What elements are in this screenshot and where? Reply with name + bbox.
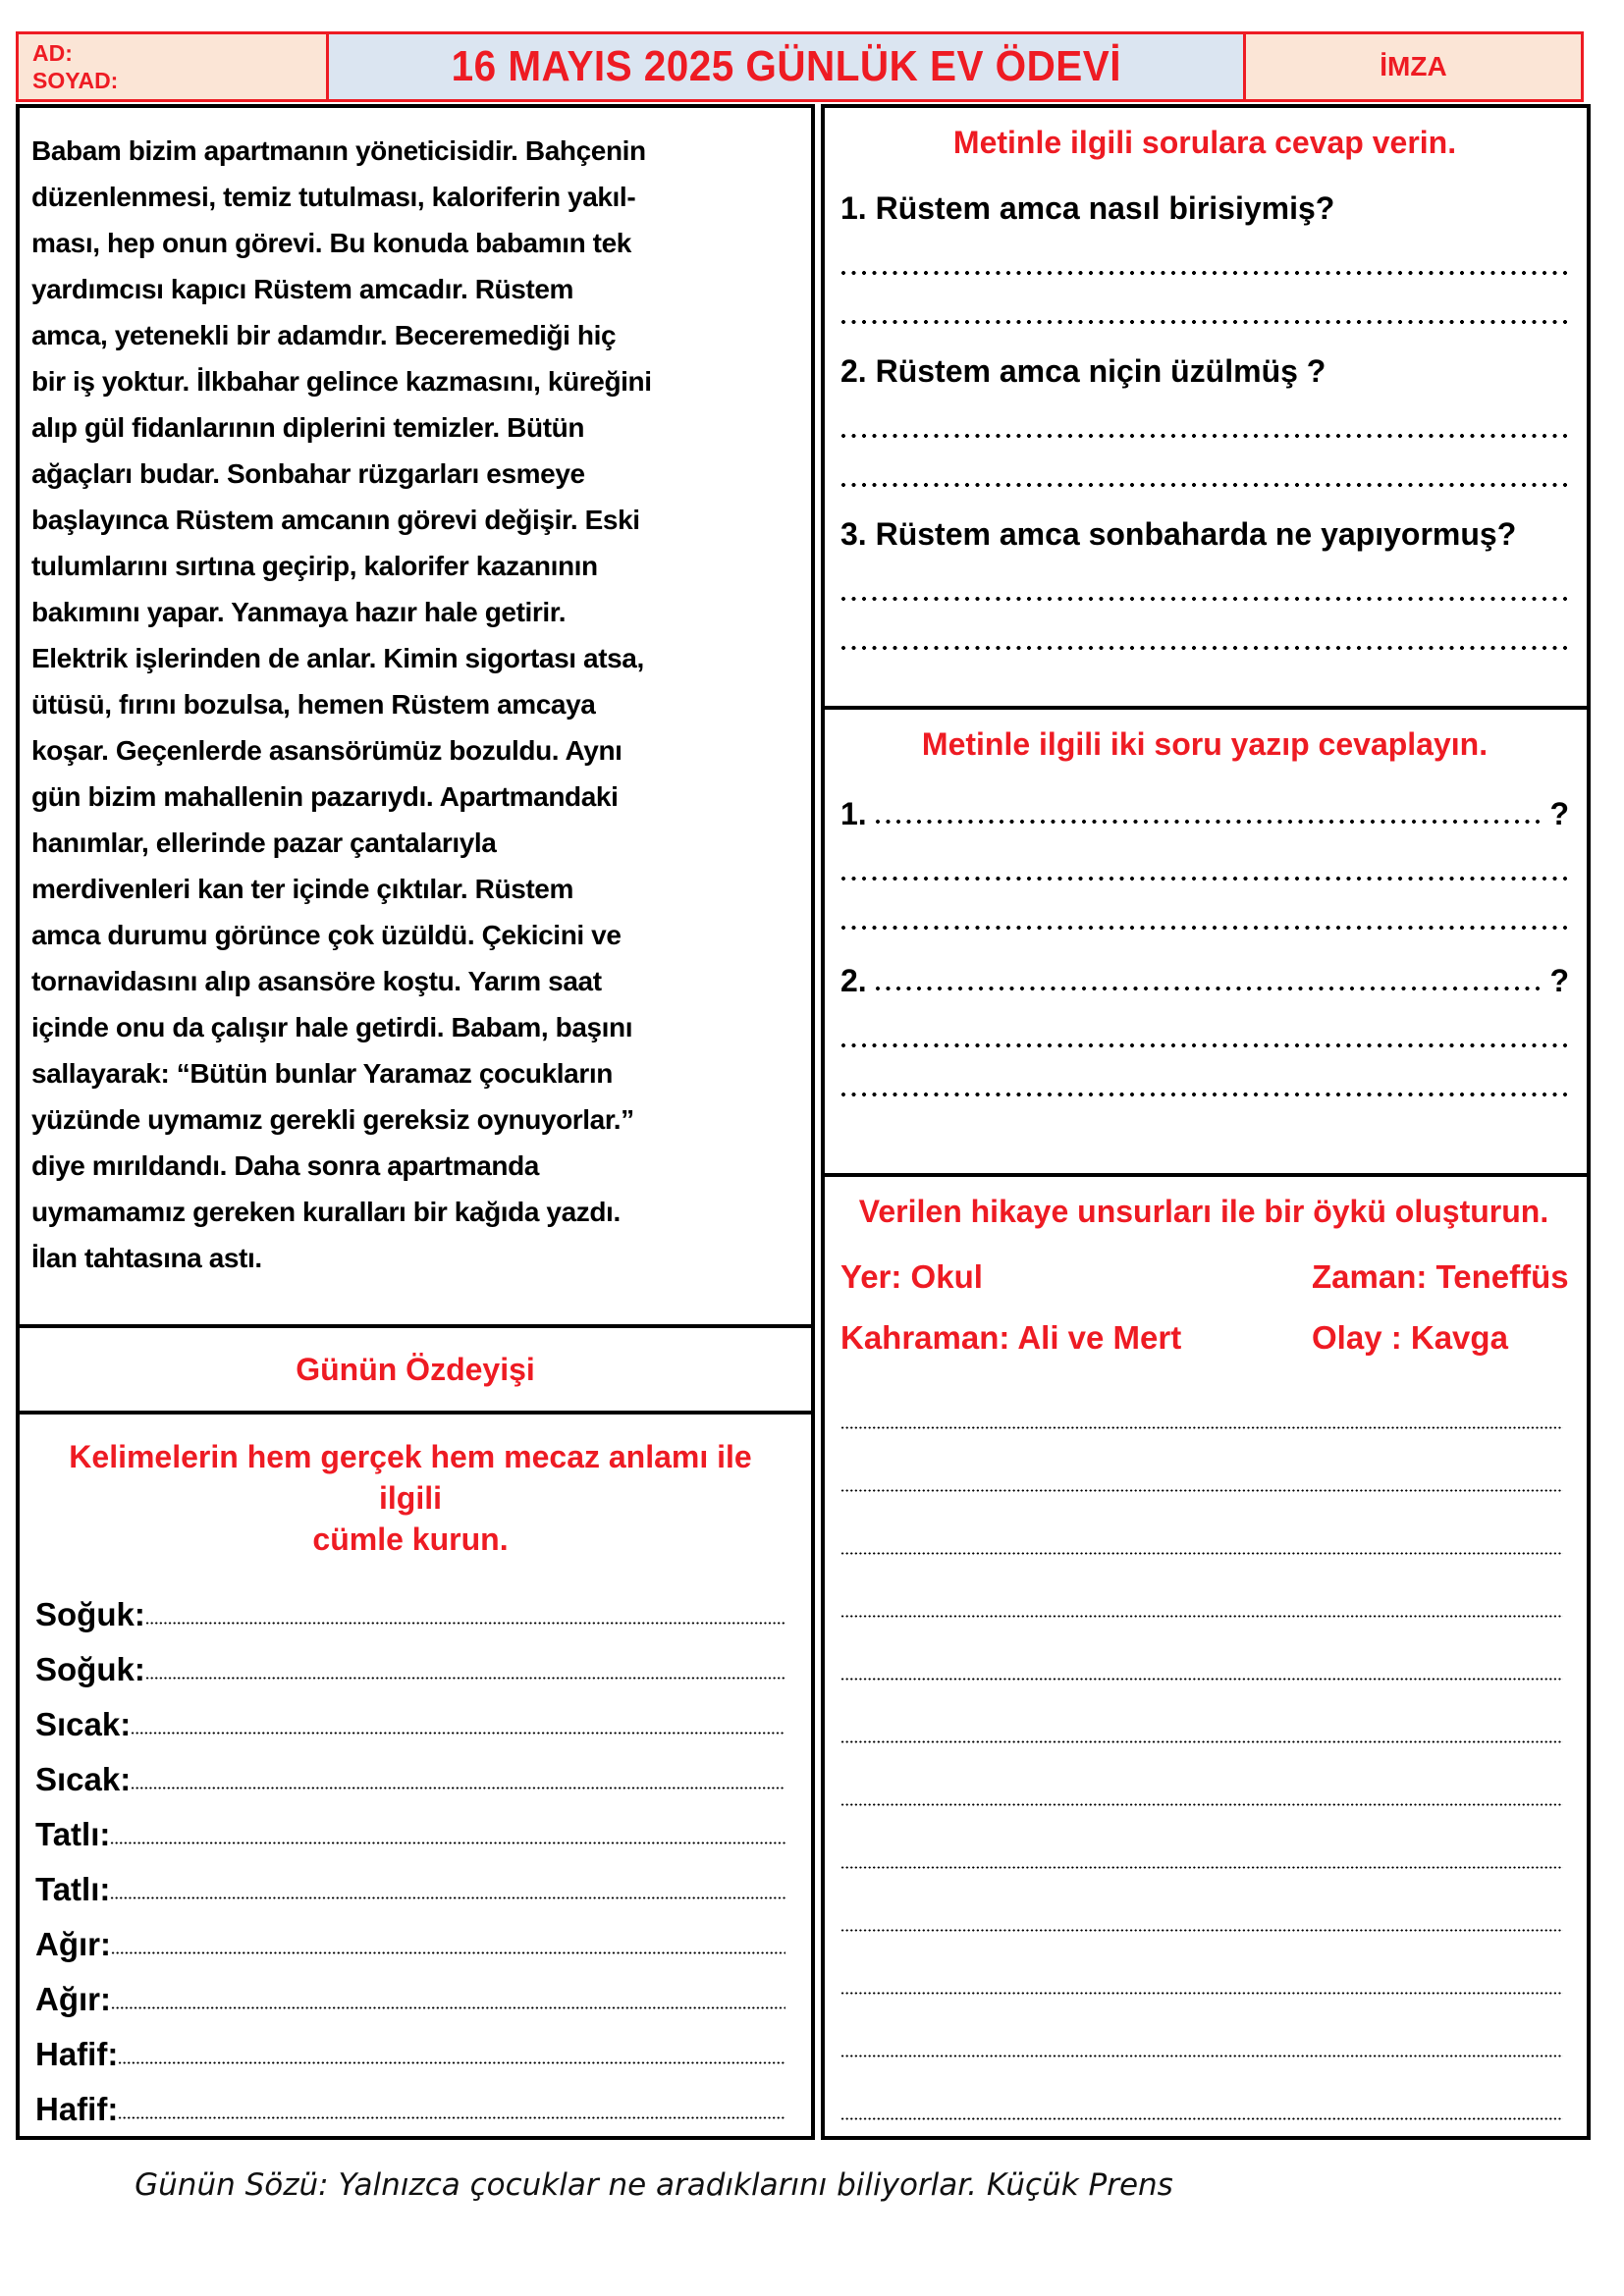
passage-line: koşar. Geçenlerde asansörümüz bozuldu. Aynı: [31, 735, 623, 766]
passage-line: bakımını yapar. Yanmaya hazır hale getirir.: [31, 597, 567, 627]
reading-passage-box: [16, 104, 815, 1328]
story-element: Olay : Kavga: [1312, 1319, 1508, 1356]
question-text: 2. Rüstem amca niçin üzülmüş ?: [840, 353, 1326, 389]
write-questions-box: [821, 706, 1591, 1177]
vocab-rows: [35, 1577, 785, 2127]
questions-box: [821, 104, 1591, 710]
passage-line: yardımcısı kapıcı Rüstem amcadır. Rüstem: [31, 274, 574, 304]
passage-line: gün bizim mahallenin pazarıydı. Apartmandaki: [31, 781, 619, 812]
answer-line: [840, 481, 1569, 489]
story-element: Yer: Okul: [840, 1258, 983, 1295]
vocab-row: [35, 1907, 785, 1962]
vocab-row: [35, 1687, 785, 1742]
story-writing-line: [840, 1682, 1567, 1744]
story-writing-line: [840, 1619, 1567, 1682]
passage-line: hanımlar, ellerinde pazar çantalarıyla: [31, 828, 497, 858]
answer-line: [840, 644, 1569, 652]
name-surname-cell: [16, 31, 329, 102]
write-questions-list: [840, 790, 1569, 1098]
vocab-label: Ağır:: [35, 1981, 111, 2017]
write-question-row: [840, 957, 1569, 1000]
vocab-heading-line2: cümle kurun.: [312, 1522, 509, 1557]
passage-line: alıp gül fidanlarının diplerini temizler. Bütün: [31, 412, 585, 443]
answer-line: [840, 875, 1569, 882]
title-cell: [326, 31, 1246, 102]
story-writing-line: [840, 1996, 1567, 2058]
vocab-box: [16, 1411, 815, 2140]
passage-line: tulumlarını sırtına geçirip, kalorifer kazanının: [31, 551, 598, 581]
right-column: [821, 104, 1591, 2140]
story-writing-line: [840, 1933, 1567, 1996]
passage-line: Elektrik işlerinden de anlar. Kimin sigortası atsa,: [31, 643, 644, 673]
vocab-write-line: [145, 1621, 785, 1626]
header: [16, 31, 1587, 102]
vocab-label: Tatlı:: [35, 1871, 111, 1907]
vocab-label: Sıcak:: [35, 1706, 132, 1742]
questions-heading: Metinle ilgili sorulara cevap verin.: [952, 125, 1457, 160]
signature-cell: [1243, 31, 1584, 102]
passage-line: tornavidasını alıp asansöre koştu. Yarım saat: [31, 966, 602, 996]
passage-line: uymamamız gereken kuralları bir kağıda yazdı.: [31, 1197, 621, 1227]
story-elements: [840, 1257, 1567, 1358]
vocab-write-line: [110, 1841, 785, 1845]
story-writing-line: [840, 1493, 1567, 1556]
passage-line: başlayınca Rüstem amcanın görevi değişir. Eski: [31, 505, 640, 535]
answer-line: [840, 318, 1569, 326]
vocab-label: Sıcak:: [35, 1761, 132, 1797]
vocab-row: [35, 1852, 785, 1907]
vocab-row: [35, 2017, 785, 2072]
story-element: Zaman: Teneffüs: [1312, 1258, 1569, 1295]
story-writing-line: [840, 1744, 1567, 1807]
question-text: 3. Rüstem amca sonbaharda ne yapıyormuş?: [840, 516, 1517, 552]
quote-of-day-heading: Günün Özdeyişi: [296, 1352, 535, 1387]
passage-line: yüzünde uymamız gerekli gereksiz oynuyorlar.”: [31, 1104, 634, 1135]
passage-line: ağaçları budar. Sonbahar rüzgarları esmeye: [31, 458, 585, 489]
question-text: 1. Rüstem amca nasıl birisiymiş?: [840, 190, 1335, 226]
page-title: 16 MAYIS 2025 GÜNLÜK EV ÖDEVİ: [451, 42, 1121, 90]
answer-line: [840, 432, 1569, 440]
story-box: [821, 1173, 1591, 2140]
name-label: AD:: [32, 40, 73, 66]
vocab-write-line: [118, 2060, 785, 2065]
question-write-line: [875, 818, 1546, 826]
vocab-row: [35, 1962, 785, 2017]
vocab-row: [35, 2072, 785, 2127]
story-writing-line: [840, 1367, 1567, 1430]
vocab-label: Soğuk:: [35, 1651, 145, 1687]
signature-label: İMZA: [1380, 51, 1447, 81]
question-write-line: [875, 985, 1546, 992]
vocab-label: Soğuk:: [35, 1596, 145, 1632]
passage-line: sallayarak: “Bütün bunlar Yaramaz çocukların: [31, 1058, 613, 1089]
vocab-row: [35, 1577, 785, 1632]
vocab-write-line: [145, 1676, 785, 1681]
vocab-label: Hafif:: [35, 2036, 119, 2072]
passage-line: amca durumu görünce çok üzüldü. Çekicini ve: [31, 920, 622, 950]
story-writing-line: [840, 2058, 1567, 2121]
reading-passage: [31, 128, 801, 1281]
answer-line: [840, 269, 1569, 277]
questions-list: [840, 188, 1569, 652]
passage-line: ütüsü, fırını bozulsa, hemen Rüstem amcaya: [31, 689, 596, 720]
vocab-row: [35, 1797, 785, 1852]
answer-line: [840, 595, 1569, 603]
write-question-row: [840, 790, 1569, 833]
passage-line: İlan tahtasına astı.: [31, 1243, 262, 1273]
story-writing-line: [840, 1556, 1567, 1619]
vocab-write-line: [131, 1731, 785, 1735]
answer-line: [840, 1041, 1569, 1049]
vocab-label: Ağır:: [35, 1926, 111, 1962]
vocab-row: [35, 1632, 785, 1687]
vocab-write-line: [131, 1786, 785, 1790]
passage-line: Babam bizim apartmanın yöneticisidir. Bahçenin: [31, 135, 646, 166]
answer-line: [840, 1091, 1569, 1098]
question-mark: ?: [1549, 796, 1569, 831]
vocab-heading: [35, 1436, 785, 1560]
passage-line: diye mırıldandı. Daha sonra apartmanda: [31, 1150, 539, 1181]
left-column: [16, 104, 815, 2140]
vocab-heading-line1: Kelimelerin hem gerçek hem mecaz anlamı ile ilgili: [69, 1439, 752, 1516]
vocab-label: Hafif:: [35, 2091, 119, 2127]
story-writing-line: [840, 1807, 1567, 1870]
story-writing-line: [840, 1430, 1567, 1493]
question-number: 2.: [840, 963, 867, 998]
story-element: Kahraman: Ali ve Mert: [840, 1319, 1182, 1356]
vocab-label: Tatlı:: [35, 1816, 111, 1852]
passage-line: merdivenleri kan ter içinde çıktılar. Rüstem: [31, 874, 573, 904]
story-writing-lines: [840, 1367, 1567, 2121]
question-number: 1.: [840, 796, 867, 831]
story-heading: Verilen hikaye unsurları ile bir öykü oluşturun.: [858, 1194, 1549, 1229]
passage-line: bir iş yoktur. İlkbahar gelince kazmasını, küreğini: [31, 366, 652, 397]
vocab-write-line: [110, 1896, 785, 1900]
quote-of-day-box: [16, 1324, 815, 1415]
answer-line: [840, 924, 1569, 932]
footer-quote: Günün Sözü: Yalnızca çocuklar ne aradıklarını biliyorlar. Küçük Prens: [135, 2167, 1173, 2203]
vocab-write-line: [111, 2005, 785, 2010]
vocab-row: [35, 1742, 785, 1797]
vocab-write-line: [111, 1950, 785, 1955]
surname-label: SOYAD:: [32, 68, 119, 93]
question-mark: ?: [1549, 963, 1569, 998]
write-questions-heading: Metinle ilgili iki soru yazıp cevaplayın.: [921, 726, 1489, 762]
passage-line: düzenlenmesi, temiz tutulması, kaloriferin yakıl-: [31, 182, 636, 212]
passage-line: ması, hep onun görevi. Bu konuda babamın tek: [31, 228, 631, 258]
passage-line: amca, yetenekli bir adamdır. Beceremediği hiç: [31, 320, 617, 350]
vocab-write-line: [118, 2115, 785, 2120]
story-writing-line: [840, 1870, 1567, 1933]
passage-line: içinde onu da çalışır hale getirdi. Babam, başını: [31, 1012, 633, 1042]
